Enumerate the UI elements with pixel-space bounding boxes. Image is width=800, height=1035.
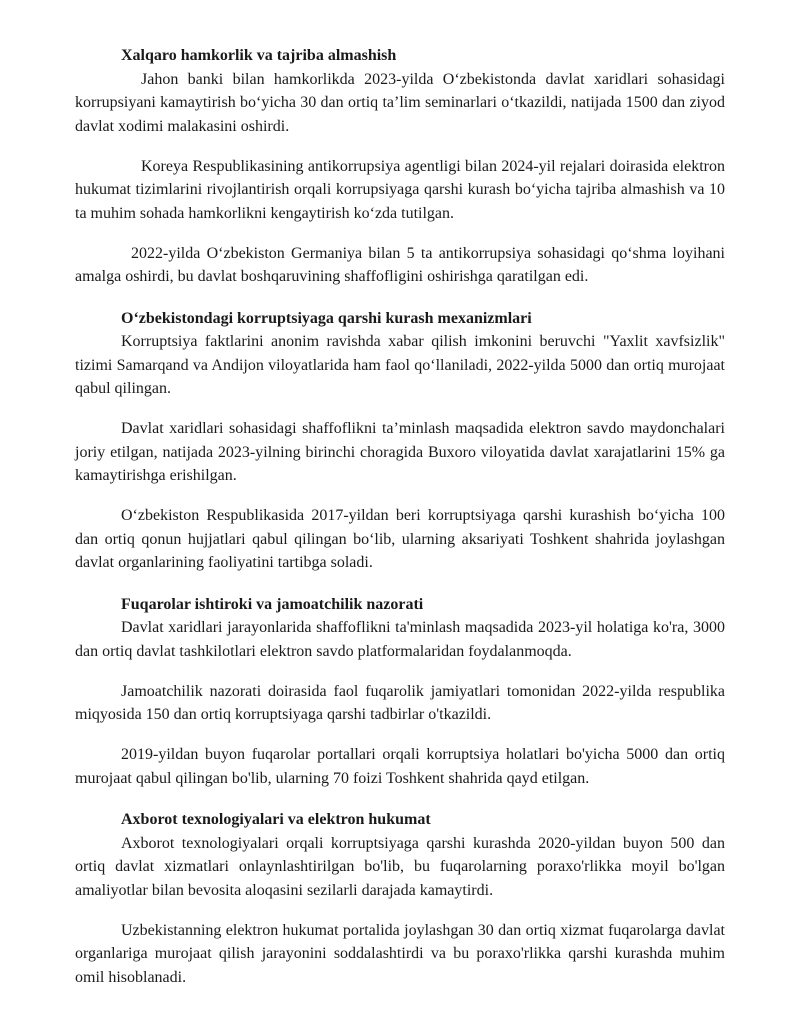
paragraph: 2022-yilda O‘zbekiston Germaniya bilan 5 ta antikorrupsiya sohasidagi qo‘shma loyihani amalga oshirdi, bu davlat boshqaruvining shaffofligini oshirishga qaratilgan edi. [75, 244, 725, 285]
section-heading: O‘zbekistondagi korruptsiyaga qarshi kurash mexanizmlari [121, 309, 532, 327]
paragraph: Axborot texnologiyalari orqali korruptsiyaga qarshi kurashda 2020-yildan buyon 500 dan ortiq davlat xizmatlari onlaynlashtirilgan bo'lib, bu fuqarolarning poraxo'rlikka moyil bo'lgan amaliyotlar bilan bevosita aloqasini sezilarli darajada kamaytirdi. [75, 834, 725, 899]
paragraph: Uzbekistanning elektron hukumat portalida joylashgan 30 dan ortiq xizmat fuqarolarga davlat organlariga murojaat qilish jarayonini soddalashtirdi va bu poraxo'rlikka qarshi kurashda muhim omil hisoblanadi. [75, 921, 725, 986]
section-heading: Xalqaro hamkorlik va tajriba almashish [121, 47, 397, 64]
section-heading: Axborot texnologiyalari va elektron hukumat [121, 811, 431, 828]
paragraph: Davlat xaridlari sohasidagi shaffoflikni ta’minlash maqsadida elektron savdo maydonchalari joriy etilgan, natijada 2023-yilning birinchi choragida Buxoro viloyatida davlat xarajatlarini 15% ga kamaytirishga erishilgan. [75, 420, 725, 484]
paragraph: O‘zbekiston Respublikasida 2017-yildan beri korruptsiyaga qarshi kurashish bo‘yicha 100 dan ortiq qonun hujjatlari qabul qilingan bo‘lib, ularning aksariyati Toshkent shahrida joylashgan davlat organlarining faoliyatini tartibga soladi. [75, 507, 725, 571]
paragraph: Jahon banki bilan hamkorlikda 2023-yilda O‘zbekistonda davlat xaridlari sohasidagi korrupsiyani kamaytirish bo‘yicha 30 dan ortiq ta’lim seminarlari o‘tkazildi, natijada 1500 dan ziyod davlat xodimi malakasini oshirdi. [75, 70, 725, 135]
section-heading: Fuqarolar ishtiroki va jamoatchilik nazorati [121, 595, 424, 613]
section-international [75, 44, 725, 289]
paragraph: Koreya Respublikasining antikorrupsiya agentligi bilan 2024-yil rejalari doirasida elektron hukumat tizimlarini rivojlantirish orqali korrupsiyaga qarshi kurash bo‘yicha tajriba almashish va 10 ta muhim sohada hamkorlikni kengaytirish ko‘zda tutilgan. [75, 157, 725, 222]
section-mechanisms [75, 307, 725, 575]
paragraph: 2019-yildan buyon fuqarolar portallari orqali korruptsiya holatlari bo'yicha 5000 dan ortiq murojaat qabul qilingan bo'lib, ularning 70 foizi Toshkent shahrida qayd etilgan. [75, 746, 725, 787]
section-citizen-participation [75, 593, 725, 791]
section-it-egov [75, 808, 725, 989]
paragraph: Jamoatchilik nazorati doirasida faol fuqarolik jamiyatlari tomonidan 2022-yilda respublika miqyosida 150 dan ortiq korruptsiyaga qarshi tadbirlar o'tkazildi. [75, 682, 725, 723]
paragraph: Korruptsiya faktlarini anonim ravishda xabar qilish imkonini beruvchi "Yaxlit xavfsizlik" tizimi Samarqand va Andijon viloyatlarida ham faol qo‘llaniladi, 2022-yilda 5000 dan ortiq murojaat qabul qilingan. [75, 333, 725, 397]
document-page [75, 44, 725, 989]
paragraph: Davlat xaridlari jarayonlarida shaffoflikni ta'minlash maqsadida 2023-yil holatiga ko'ra, 3000 dan ortiq davlat tashkilotlari elektron savdo platformalaridan foydalanmoqda. [75, 619, 725, 660]
